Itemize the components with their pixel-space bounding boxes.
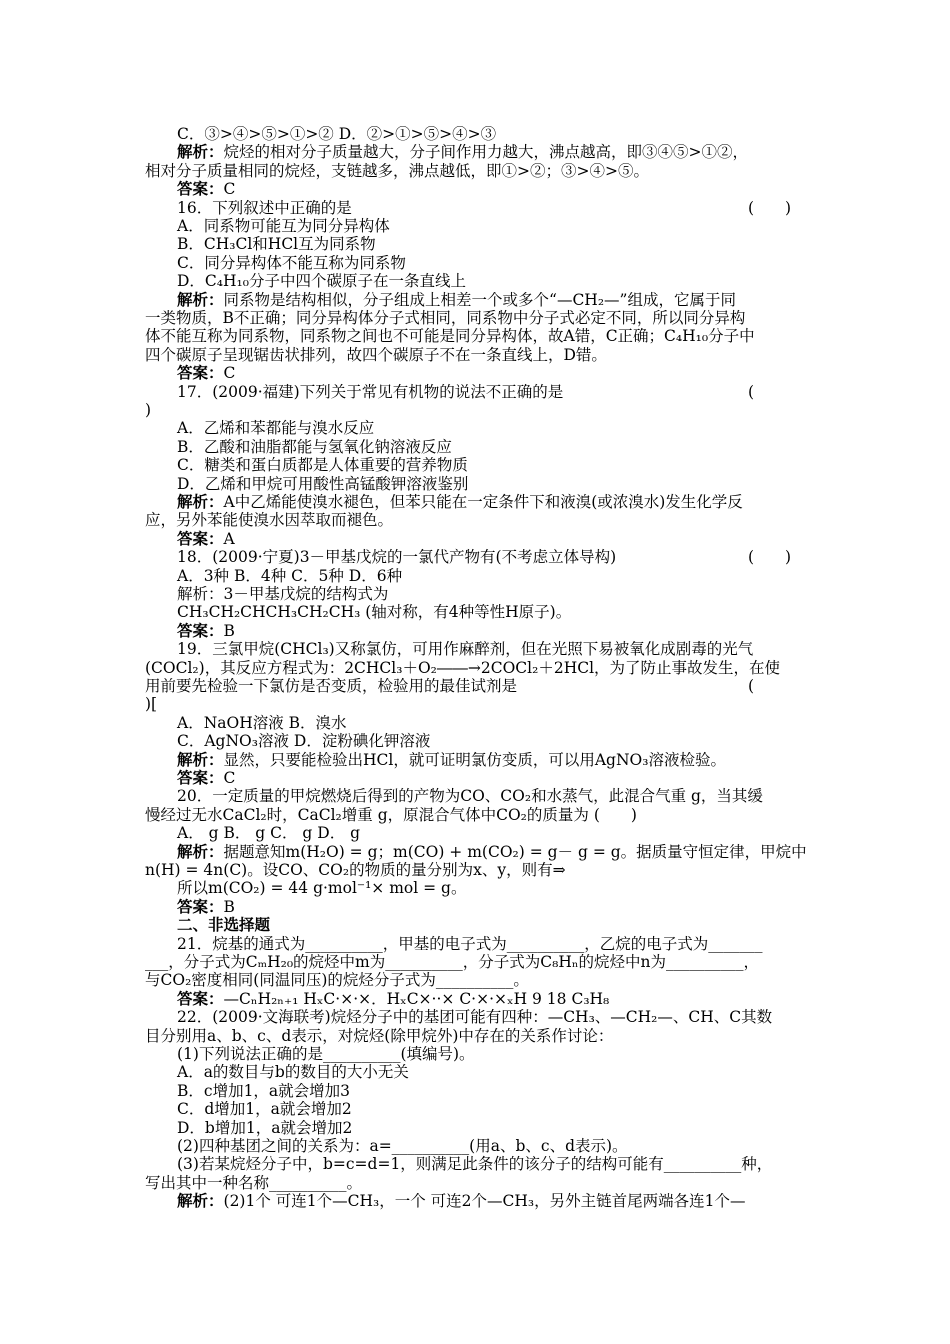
text-line [145, 659, 950, 677]
text-line [145, 1174, 950, 1192]
line-text: A．NaOH溶液 B．溴水 [177, 713, 347, 732]
text-line [177, 916, 950, 934]
line-label: 答案： [177, 620, 224, 640]
line-text: 应，另外苯能使溴水因萃取而褪色。 [145, 511, 394, 530]
line-text: D．C₄H₁₀分子中四个碳原子在一条直线上 [177, 272, 466, 291]
line-text: 一类物质，B不正确；同分异构体分子式相同，同系物中分子式必定不同，所以同分异构 [145, 309, 746, 327]
text-line [145, 953, 950, 971]
line-text: C．同分异构体不能互称为同系物 [177, 253, 406, 272]
text-line [145, 309, 950, 327]
answer-bracket: ( [748, 677, 755, 695]
text-line [177, 843, 950, 861]
line-text: B [223, 897, 235, 916]
line-label: 解析： [177, 1191, 224, 1211]
text-line [177, 622, 950, 640]
line-text: 烷烃的相对分子质量越大，分子间作用力越大，沸点越高，即③④⑤>①②， [223, 143, 749, 162]
line-text: 所以m(CO₂) = 44 g·mol⁻¹× mol = g。 [177, 879, 467, 898]
text-line [177, 640, 950, 658]
line-text: 20．一定质量的甲烷燃烧后得到的产物为CO、CO₂和水蒸气，此混合气重 g，当其缓 [177, 787, 763, 806]
line-text: B．c增加1，a就会增加3 [177, 1081, 351, 1100]
text-line [177, 769, 950, 787]
line-text: B．CH₃Cl和HCl互为同系物 [177, 235, 376, 254]
line-text: A [223, 529, 235, 548]
line-label: 解析： [177, 749, 224, 769]
line-text: 目分别用a、b、c、d表示，对烷烃(除甲烷外)中存在的关系作讨论： [145, 1026, 614, 1045]
line-text: ) [145, 401, 152, 419]
text-line [177, 383, 950, 401]
line-text: A． g B． g C． g D． g [177, 824, 361, 843]
text-line [177, 1082, 950, 1100]
line-label: 答案： [177, 768, 224, 787]
text-line [177, 1008, 950, 1026]
line-text: 相对分子质量相同的烷烃，支链越多，沸点越低，即①>②；③>④>⑤。 [145, 161, 649, 180]
line-text: 18．(2009·宁夏)3－甲基戊烷的一氯代产物有(不考虑立体导构) [177, 548, 617, 567]
text-line [177, 1045, 950, 1063]
text-line [177, 787, 950, 805]
line-text: 体不能互称为同系物，同系物之间也不可能是同分异构体，故A错，C正确；C₄H₁₀分子中 [145, 327, 755, 346]
line-text: C．糖类和蛋白质都是人体重要的营养物质 [177, 456, 468, 475]
line-text: D．b增加1，a就会增加2 [177, 1118, 353, 1137]
line-text: n(H) = 4n(C)。设CO、CO₂的物质的量分别为x、y，则有⇒ [145, 861, 566, 879]
line-text: C [223, 364, 236, 383]
text-line [145, 695, 950, 713]
text-line [177, 603, 950, 621]
text-line [177, 935, 950, 953]
text-line [177, 272, 950, 290]
text-line [177, 456, 950, 474]
text-line [177, 990, 950, 1008]
text-line [177, 419, 950, 437]
line-text: (1)下列说法正确的是__________(填编号)。 [177, 1045, 475, 1063]
line-text: 解析：3－甲基戊烷的结构式为 [177, 585, 389, 603]
text-line [145, 971, 950, 989]
text-line [145, 162, 950, 180]
text-line [177, 199, 950, 217]
line-label: 答案： [177, 896, 224, 916]
text-line [177, 493, 950, 511]
line-text: A．乙烯和苯都能与溴水反应 [177, 419, 375, 438]
text-line [177, 732, 950, 750]
line-label: 答案： [177, 528, 224, 548]
text-line [177, 1119, 950, 1137]
text-line [177, 751, 950, 769]
text-line [177, 125, 950, 143]
line-text: B．乙酸和油脂都能与氢氧化钠溶液反应 [177, 437, 452, 456]
line-text: A中乙烯能使溴水褪色，但苯只能在一定条件下和液溴(或浓溴水)发生化学反 [223, 493, 743, 511]
answer-bracket: ( [748, 382, 755, 401]
text-line [177, 143, 950, 161]
text-line [177, 1155, 950, 1173]
text-line [177, 1192, 950, 1210]
text-line [177, 879, 950, 897]
line-label: 二、非选择题 [177, 915, 271, 935]
line-text: (2)四种基团之间的关系为：a=__________(用a、b、c、d表示)。 [177, 1137, 628, 1155]
line-text: C [223, 769, 236, 787]
line-label: 解析： [177, 841, 224, 861]
line-text: A．3种 B．4种 C．5种 D．6种 [177, 566, 403, 585]
answer-bracket: ( ) [748, 198, 792, 217]
line-text: C [223, 180, 236, 199]
line-text: C．d增加1，a就会增加2 [177, 1100, 352, 1119]
text-line [177, 530, 950, 548]
line-text: B [223, 621, 235, 640]
text-line [145, 861, 950, 879]
line-text: (COCl₂)，其反应方程式为：2CHCl₃＋O₂――→2COCl₂＋2HCl，为了防止事故发生，在使 [145, 658, 781, 677]
line-text: 用前要先检验一下氯仿是否变质，检验用的最佳试剂是 [145, 677, 518, 695]
text-line [177, 714, 950, 732]
line-text: 与CO₂密度相同(同温同压)的烷烃分子式为__________。 [145, 971, 529, 990]
line-text: 同系物是结构相似，分子组成上相差一个或多个“—CH₂—”组成，它属于同 [223, 290, 736, 309]
text-line [145, 511, 950, 529]
line-text: 22．(2009·文海联考)烷烃分子中的基团可能有四种：—CH₃、—CH₂—、CH、C其数 [177, 1008, 773, 1027]
line-text: C．AgNO₃溶液 D．淀粉碘化钾溶液 [177, 732, 431, 751]
text-line [145, 1027, 950, 1045]
line-label: 答案： [177, 988, 224, 1008]
text-line [177, 824, 950, 842]
text-line [145, 401, 950, 419]
line-text: 显然，只要能检验出HCl，就可证明氯仿变质，可以用AgNO₃溶液检验。 [223, 750, 726, 769]
line-text: —CₙH₂ₙ₊₁ HₓC·×·×．HₓC×··× C·×·×ₓH 9 18 C₃H₈ [223, 989, 610, 1008]
line-text: D．乙烯和甲烷可用酸性高锰酸钾溶液鉴别 [177, 474, 469, 493]
line-text: )[ [145, 695, 158, 714]
line-label: 答案： [177, 363, 224, 383]
text-line [177, 254, 950, 272]
line-text: A．同系物可能互为同分异构体 [177, 217, 390, 235]
text-line [177, 475, 950, 493]
text-line [177, 180, 950, 198]
text-line [177, 291, 950, 309]
text-line [177, 235, 950, 253]
text-line [177, 1063, 950, 1081]
text-line [177, 898, 950, 916]
text-line [177, 1137, 950, 1155]
line-text: 四个碳原子呈现锯齿状排列，故四个碳原子不在一条直线上，D错。 [145, 345, 607, 364]
text-line [177, 567, 950, 585]
line-text: CH₃CH₂CHCH₃CH₂CH₃ (轴对称，有4种等性H原子)。 [177, 603, 572, 622]
line-text: ___，分子式为CₘH₂₀的烷烃中m为__________，分子式为C₈Hₙ的烷烃中n为__________， [145, 953, 760, 971]
text-line [177, 438, 950, 456]
line-text: (2)1个 可连1个—CH₃，一个 可连2个—CH₃，另外主链首尾两端各连1个— [223, 1192, 746, 1211]
text-line [145, 677, 950, 695]
line-label: 解析： [177, 142, 224, 162]
line-text: 写出其中一种名称__________。 [145, 1173, 363, 1192]
line-label: 解析： [177, 492, 224, 511]
text-line [145, 806, 950, 824]
line-text: 16．下列叙述中正确的是 [177, 198, 352, 217]
text-line [177, 1100, 950, 1118]
text-line [177, 548, 950, 566]
line-text: 19．三氯甲烷(CHCl₃)又称氯仿，可用作麻醉剂，但在光照下易被氧化成剧毒的光气 [177, 640, 754, 659]
line-text: 据题意知m(H₂O) = g；m(CO) + m(CO₂) = g－ g = g。据质量守恒定律，甲烷中 [223, 842, 807, 861]
answer-bracket: ( ) [748, 548, 792, 567]
line-text: (3)若某烷烃分子中，b=c=d=1，则满足此条件的该分子的结构可能有__________种， [177, 1155, 773, 1174]
line-text: 慢经过无水CaCl₂时，CaCl₂增重 g，原混合气体中CO₂的质量为 ( ) [145, 805, 637, 824]
text-line [145, 346, 950, 364]
text-line [177, 364, 950, 382]
line-label: 答案： [177, 179, 224, 199]
line-text: C．③>④>⑤>①>② D．②>①>⑤>④>③ [177, 125, 497, 143]
line-text: A．a的数目与b的数目的大小无关 [177, 1063, 409, 1082]
line-label: 解析： [177, 289, 224, 309]
line-text: 17．(2009·福建)下列关于常见有机物的说法不正确的是 [177, 382, 564, 401]
line-text: 21．烷基的通式为__________，甲基的电子式为__________，乙烷的电子式为_______ [177, 934, 763, 953]
text-line [177, 217, 950, 235]
text-line [145, 327, 950, 345]
text-line [177, 585, 950, 603]
